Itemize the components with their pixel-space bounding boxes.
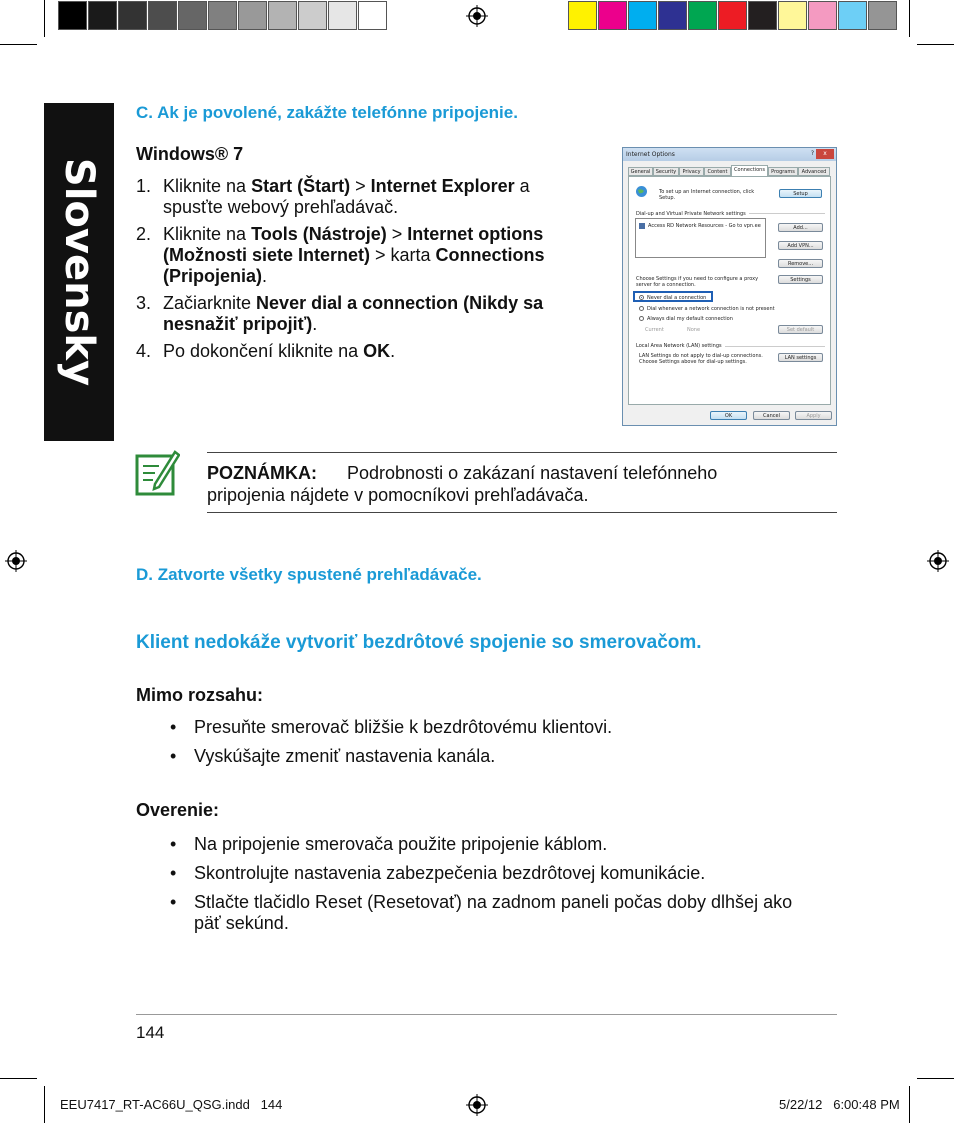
section-c-heading: C. Ak je povolené, zakážte telefónne pripojenie. xyxy=(136,103,518,122)
registration-mark-icon xyxy=(466,1094,488,1116)
language-side-tab xyxy=(44,103,114,441)
color-swatch xyxy=(838,1,867,30)
color-swatch xyxy=(658,1,687,30)
registration-mark-icon xyxy=(5,550,27,572)
crop-mark xyxy=(0,1078,37,1079)
crop-mark xyxy=(909,0,910,37)
step-emphasis: Internet Explorer xyxy=(370,176,515,196)
auth-heading: Overenie: xyxy=(136,800,220,820)
remove-button[interactable]: Remove... xyxy=(778,259,823,268)
step-text-part: Kliknite na xyxy=(163,224,252,244)
list-item xyxy=(170,834,607,855)
list-item-text: Stlačte tlačidlo Reset (Resetovať) na zadnom paneli počas doby dlhšej ako päť sekúnd. xyxy=(194,892,793,933)
problem-heading: Klient nedokáže vytvoriť bezdrôtové spojenie so smerovačom. xyxy=(136,632,702,653)
gray-color-bar xyxy=(58,1,388,30)
bullet: • xyxy=(170,834,177,854)
tab-security[interactable]: Security xyxy=(653,167,679,176)
color-swatch xyxy=(778,1,807,30)
current-label: Current xyxy=(645,327,664,333)
radio-dial-whenever[interactable] xyxy=(639,306,644,311)
step-text xyxy=(163,341,395,362)
note-label: POZNÁMKA: xyxy=(207,463,317,483)
step-number: 1. xyxy=(136,176,152,196)
bullet: • xyxy=(170,717,177,737)
list-item xyxy=(170,746,495,767)
set-default-button[interactable]: Set default xyxy=(778,325,823,334)
color-swatch xyxy=(268,1,297,30)
slug-date: 5/22/12 6:00:48 PM xyxy=(779,1097,900,1112)
globe-icon xyxy=(635,185,648,198)
crop-mark xyxy=(44,0,45,37)
tab-content[interactable]: Content xyxy=(704,167,731,176)
dialup-label: Dial-up and Virtual Private Network settings xyxy=(636,211,746,217)
tab-programs[interactable]: Programs xyxy=(768,167,798,176)
step-emphasis: Connections (Pripojenia) xyxy=(163,245,545,286)
lan-text: LAN Settings do not apply to dial-up connections. Choose Settings above for dial-up settings. xyxy=(639,353,763,365)
step-item xyxy=(136,176,588,218)
connections-list[interactable] xyxy=(635,218,766,258)
bullet: • xyxy=(170,863,177,883)
color-swatch xyxy=(148,1,177,30)
out-of-range-heading: Mimo rozsahu: xyxy=(136,685,264,705)
step-text-part: a spusťte webový prehľadávač. xyxy=(163,176,530,217)
color-swatch xyxy=(298,1,327,30)
color-swatch xyxy=(328,1,357,30)
crop-mark xyxy=(0,44,37,45)
tab-general[interactable]: General xyxy=(628,167,653,176)
step-number: 2. xyxy=(136,224,152,244)
color-swatch xyxy=(868,1,897,30)
radio-dial-whenever-label: Dial whenever a network connection is not present xyxy=(647,306,775,312)
color-swatch xyxy=(808,1,837,30)
lan-label: Local Area Network (LAN) settings xyxy=(636,343,722,349)
close-button[interactable]: x xyxy=(816,149,834,159)
color-swatch xyxy=(238,1,267,30)
step-text-part: Kliknite na xyxy=(163,176,252,196)
step-emphasis: OK xyxy=(363,341,391,361)
cancel-button[interactable]: Cancel xyxy=(753,411,790,420)
dialog-title: Internet Options xyxy=(626,151,675,158)
step-text-part: . xyxy=(262,266,268,286)
crop-mark xyxy=(917,1078,954,1079)
dialog-titlebar xyxy=(623,148,836,161)
proxy-text: Choose Settings if you need to configure a proxy server for a connection. xyxy=(636,276,759,288)
step-emphasis: Tools (Nástroje) xyxy=(251,224,387,244)
apply-button[interactable]: Apply xyxy=(795,411,832,420)
step-text-part: . xyxy=(312,314,318,334)
color-swatch xyxy=(118,1,147,30)
list-item-text: Vyskúšajte zmeniť nastavenia kanála. xyxy=(194,746,496,766)
step-emphasis: Start (Štart) xyxy=(251,176,351,196)
color-swatch xyxy=(178,1,207,30)
note-top-rule xyxy=(207,452,837,453)
step-text-part: > xyxy=(386,224,408,244)
connection-item[interactable]: Access RD Network Resources - Go to vpn.ee xyxy=(648,223,761,229)
registration-mark-icon xyxy=(927,550,949,572)
section-d-heading: D. Zatvorte všetky spustené prehľadávače. xyxy=(136,565,482,584)
add-button[interactable]: Add... xyxy=(778,223,823,232)
page-number: 144 xyxy=(136,1023,165,1042)
crop-mark xyxy=(909,1086,910,1123)
list-item-text: Na pripojenie smerovača použite pripojenie káblom. xyxy=(194,834,608,854)
bullet: • xyxy=(170,892,177,912)
color-swatch xyxy=(208,1,237,30)
step-number: 4. xyxy=(136,341,152,361)
step-text-part: . xyxy=(390,341,396,361)
color-swatch xyxy=(58,1,87,30)
process-color-bar xyxy=(568,1,898,30)
footer-rule xyxy=(136,1014,837,1015)
list-item xyxy=(170,717,612,738)
color-swatch xyxy=(568,1,597,30)
step-emphasis: Internet options (Možnosti siete Internet) xyxy=(163,224,544,265)
tab-advanced[interactable]: Advanced xyxy=(798,167,830,176)
radio-never-dial-label: Never dial a connection xyxy=(647,295,707,301)
step-text-part: Po dokončení kliknite na xyxy=(163,341,364,361)
os-label: Windows® 7 xyxy=(136,144,244,164)
step-text-part: > xyxy=(350,176,371,196)
color-swatch xyxy=(628,1,657,30)
step-text-part: Začiarknite xyxy=(163,293,257,313)
note-bottom-rule xyxy=(207,512,837,513)
note-pencil-icon xyxy=(135,448,180,498)
list-item xyxy=(170,892,820,934)
step-item xyxy=(136,341,588,362)
language-label: Slovensky xyxy=(56,157,102,387)
step-text xyxy=(163,293,588,335)
note-text-line2: pripojenia nájdete v pomocníkovi prehľadávača. xyxy=(207,485,589,505)
bullet: • xyxy=(170,746,177,766)
lan-settings-button[interactable]: LAN settings xyxy=(778,353,823,362)
help-button[interactable]: ? xyxy=(810,150,814,157)
step-text xyxy=(163,176,588,218)
steps-list xyxy=(136,176,588,368)
tab-privacy[interactable]: Privacy xyxy=(679,167,704,176)
setup-button[interactable]: Setup xyxy=(779,189,822,198)
registration-mark-icon xyxy=(466,5,488,27)
radio-never-dial[interactable] xyxy=(639,295,644,300)
step-text-part: > karta xyxy=(370,245,436,265)
step-emphasis: Never dial a connection (Nikdy sa nesnažiť pripojiť) xyxy=(163,293,544,334)
ok-button[interactable]: OK xyxy=(710,411,747,420)
list-item xyxy=(170,863,705,884)
color-swatch xyxy=(358,1,387,30)
list-item-text: Presuňte smerovač bližšie k bezdrôtovému klientovi. xyxy=(194,717,613,737)
color-swatch xyxy=(748,1,777,30)
note-text-line1: Podrobnosti o zakázaní nastavení telefónneho xyxy=(347,463,718,483)
radio-always-dial[interactable] xyxy=(639,316,644,321)
setup-text: To set up an Internet connection, click Setup. xyxy=(659,189,755,201)
tab-connections[interactable]: Connections xyxy=(731,165,768,176)
color-swatch xyxy=(688,1,717,30)
color-swatch xyxy=(718,1,747,30)
step-text xyxy=(163,224,588,287)
divider xyxy=(725,346,825,347)
step-item xyxy=(136,224,588,287)
list-item-text: Skontrolujte nastavenia zabezpečenia bezdrôtovej komunikácie. xyxy=(194,863,706,883)
internet-options-dialog xyxy=(622,147,837,426)
color-swatch xyxy=(598,1,627,30)
radio-always-dial-label: Always dial my default connection xyxy=(647,316,733,322)
step-item xyxy=(136,293,588,335)
current-value: None xyxy=(687,327,701,333)
add-vpn-button[interactable]: Add VPN... xyxy=(778,241,823,250)
step-number: 3. xyxy=(136,293,152,313)
network-icon xyxy=(639,223,645,229)
settings-button[interactable]: Settings xyxy=(778,275,823,284)
divider xyxy=(749,213,825,214)
color-swatch xyxy=(88,1,117,30)
slug-file: EEU7417_RT-AC66U_QSG.indd 144 xyxy=(60,1097,283,1112)
crop-mark xyxy=(917,44,954,45)
crop-mark xyxy=(44,1086,45,1123)
